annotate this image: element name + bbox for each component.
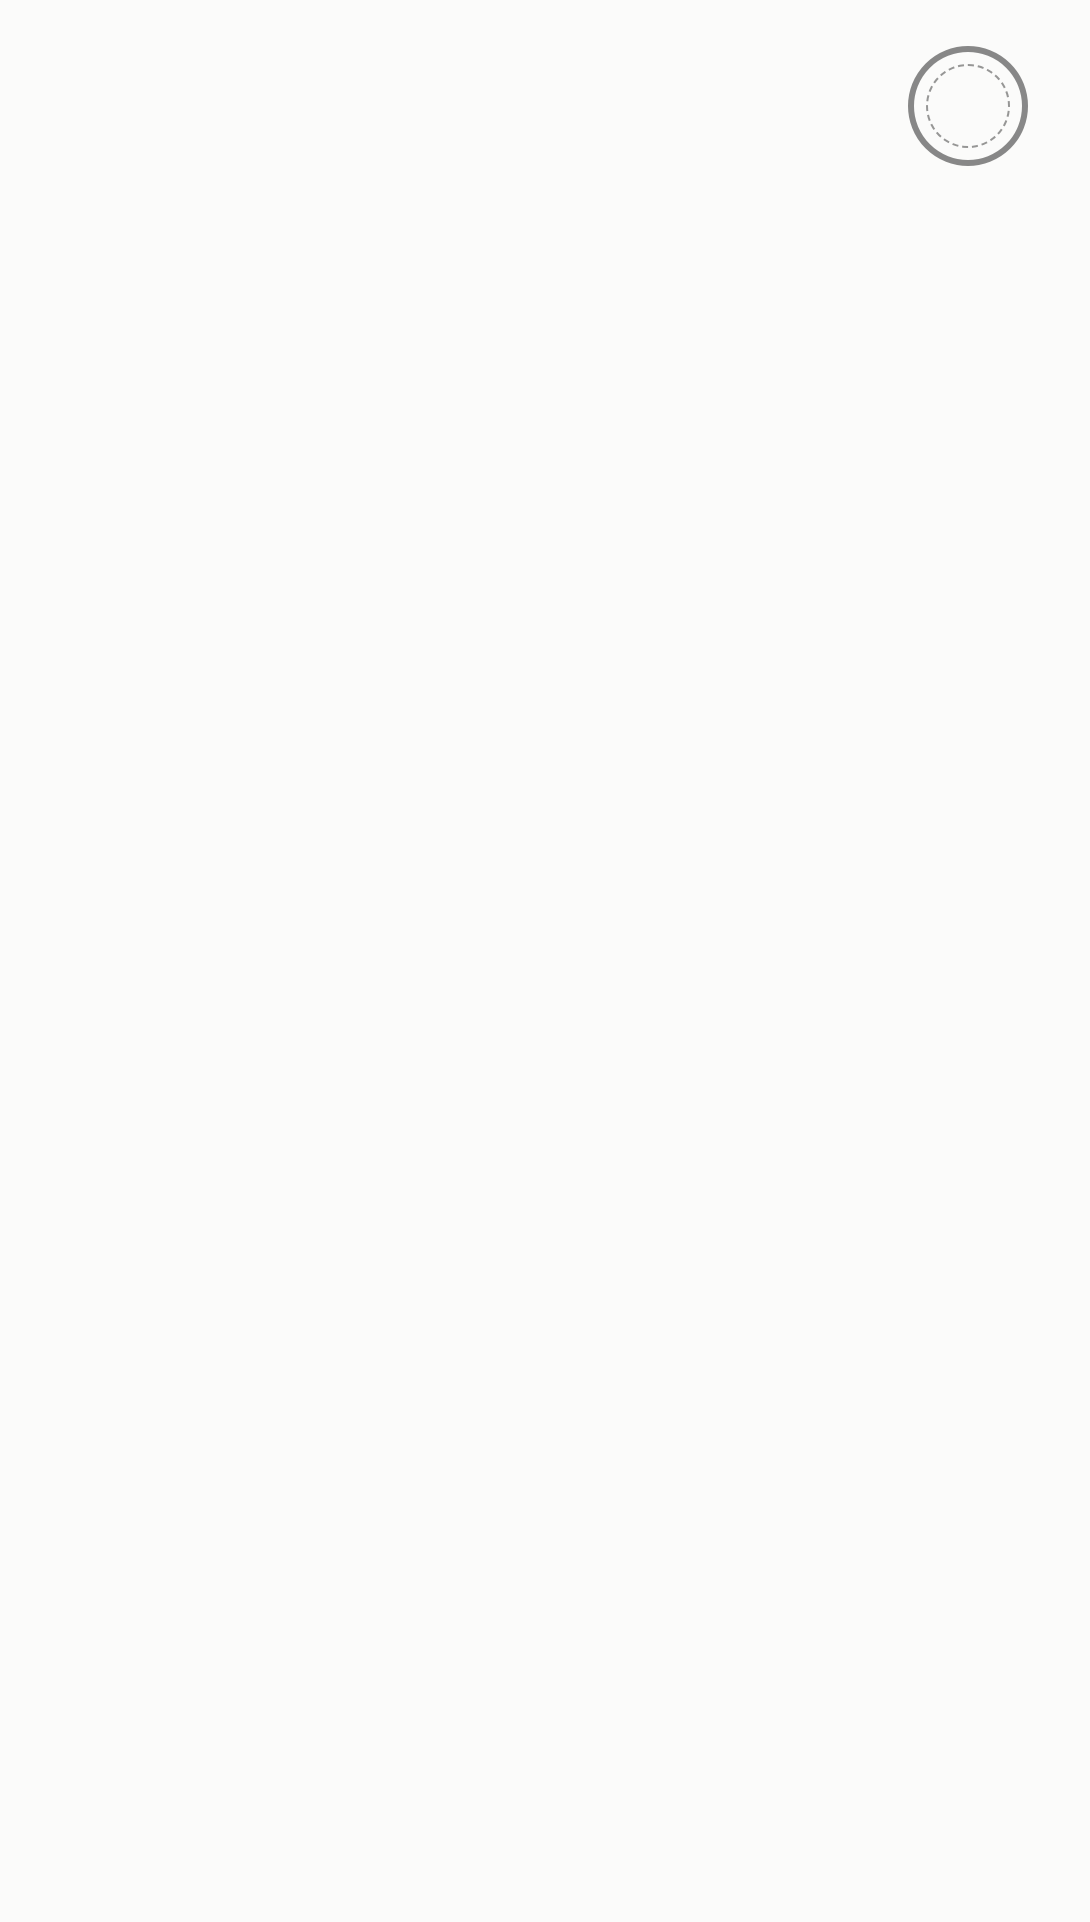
- library-stamp: [908, 46, 1028, 166]
